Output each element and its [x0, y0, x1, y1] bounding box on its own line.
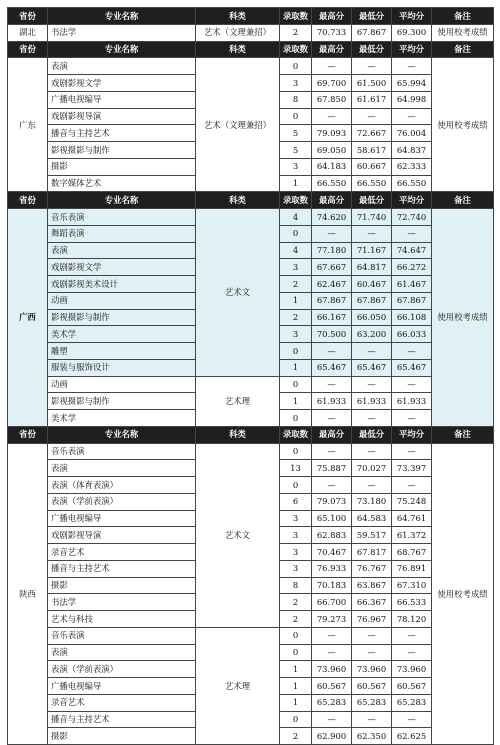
max-score: 67.667	[312, 259, 352, 276]
avg-score: 76.891	[392, 560, 432, 577]
max-score: 70.183	[312, 577, 352, 594]
major-name: 美术学	[48, 410, 196, 427]
max-score: 61.933	[312, 393, 352, 410]
avg-score: 61.933	[392, 393, 432, 410]
min-score: 62.350	[352, 728, 392, 745]
avg-score: 61.467	[392, 276, 432, 293]
header-province: 省份	[8, 192, 48, 209]
max-score: 65.283	[312, 694, 352, 711]
major-name: 雕塑	[48, 343, 196, 360]
header-count: 录取数	[280, 192, 312, 209]
min-score: 76.967	[352, 611, 392, 628]
avg-score: 62.625	[392, 728, 432, 745]
max-score: 62.467	[312, 276, 352, 293]
admit-count: 3	[280, 527, 312, 544]
min-score: 66.550	[352, 175, 392, 192]
major-name: 书法学	[48, 24, 196, 41]
avg-score: 78.120	[392, 611, 432, 628]
min-score: 73.180	[352, 493, 392, 510]
admit-count: 3	[280, 259, 312, 276]
min-score: 67.867	[352, 292, 392, 309]
header-major: 专业名称	[48, 41, 196, 58]
major-name: 广播电视编导	[48, 510, 196, 527]
major-name: 表演	[48, 460, 196, 477]
shaanxi-row	[8, 443, 494, 460]
max-score: 67.850	[312, 91, 352, 108]
major-name: 播音与主持艺术	[48, 125, 196, 142]
header-note: 备注	[432, 8, 494, 25]
major-name: 摄影	[48, 577, 196, 594]
header-avg: 平均分	[392, 41, 432, 58]
max-score: —	[312, 58, 352, 75]
major-name: 戏剧影视文学	[48, 75, 196, 92]
avg-score: —	[392, 627, 432, 644]
max-score: 75.887	[312, 460, 352, 477]
header-major: 专业名称	[48, 426, 196, 443]
province-cell: 陕西	[8, 443, 48, 745]
max-score: —	[312, 644, 352, 661]
admit-count: 2	[280, 728, 312, 745]
header-max: 最高分	[312, 41, 352, 58]
max-score: —	[312, 108, 352, 125]
max-score: 79.273	[312, 611, 352, 628]
note-cell: 使用校考成绩	[432, 209, 494, 427]
header-category: 科类	[196, 41, 280, 58]
header-note: 备注	[432, 41, 494, 58]
major-name: 美术学	[48, 326, 196, 343]
max-score: 67.867	[312, 292, 352, 309]
min-score: 73.960	[352, 661, 392, 678]
header-min: 最低分	[352, 8, 392, 25]
header-count: 录取数	[280, 41, 312, 58]
min-score: 71.167	[352, 242, 392, 259]
max-score: —	[312, 627, 352, 644]
min-score: 66.050	[352, 309, 392, 326]
min-score: 72.667	[352, 125, 392, 142]
admit-count: 4	[280, 242, 312, 259]
header-row	[8, 426, 494, 443]
header-min: 最低分	[352, 426, 392, 443]
avg-score: —	[392, 58, 432, 75]
guangxi-row	[8, 376, 494, 393]
major-name: 服装与服饰设计	[48, 359, 196, 376]
avg-score: 64.837	[392, 142, 432, 159]
min-score: —	[352, 711, 392, 728]
major-name: 录音艺术	[48, 694, 196, 711]
header-min: 最低分	[352, 41, 392, 58]
min-score: —	[352, 410, 392, 427]
province-cell: 广西	[8, 209, 48, 427]
avg-score: 66.533	[392, 594, 432, 611]
avg-score: 65.994	[392, 75, 432, 92]
avg-score: 74.647	[392, 242, 432, 259]
major-name: 广播电视编导	[48, 678, 196, 695]
avg-score: 76.004	[392, 125, 432, 142]
max-score: 66.550	[312, 175, 352, 192]
note-cell: 使用校考成绩	[432, 58, 494, 192]
max-score: 62.900	[312, 728, 352, 745]
header-province: 省份	[8, 426, 48, 443]
note-cell: 使用校考成绩	[432, 443, 494, 745]
major-name: 录音艺术	[48, 544, 196, 561]
major-name: 表演	[48, 242, 196, 259]
min-score: —	[352, 376, 392, 393]
max-score: 62.883	[312, 527, 352, 544]
avg-score: —	[392, 711, 432, 728]
admit-count: 0	[280, 58, 312, 75]
min-score: 61.617	[352, 91, 392, 108]
max-score: 65.100	[312, 510, 352, 527]
max-score: —	[312, 477, 352, 494]
avg-score: 69.300	[392, 24, 432, 41]
max-score: 70.733	[312, 24, 352, 41]
max-score: —	[312, 711, 352, 728]
header-avg: 平均分	[392, 192, 432, 209]
header-max: 最高分	[312, 8, 352, 25]
min-score: 66.367	[352, 594, 392, 611]
category-cell: 艺术文	[196, 209, 280, 377]
avg-score: 64.998	[392, 91, 432, 108]
admit-count: 1	[280, 678, 312, 695]
max-score: 69.050	[312, 142, 352, 159]
min-score: 60.667	[352, 158, 392, 175]
major-name: 影视摄影与制作	[48, 393, 196, 410]
avg-score: 73.960	[392, 661, 432, 678]
admit-count: 0	[280, 108, 312, 125]
avg-score: —	[392, 343, 432, 360]
major-name: 音乐表演	[48, 627, 196, 644]
header-category: 科类	[196, 426, 280, 443]
max-score: 73.960	[312, 661, 352, 678]
max-score: —	[312, 410, 352, 427]
min-score: —	[352, 644, 392, 661]
min-score: 60.467	[352, 276, 392, 293]
admit-count: 2	[280, 594, 312, 611]
min-score: 64.817	[352, 259, 392, 276]
header-count: 录取数	[280, 426, 312, 443]
max-score: —	[312, 343, 352, 360]
major-name: 影视摄影与制作	[48, 309, 196, 326]
major-name: 摄影	[48, 158, 196, 175]
avg-score: 75.248	[392, 493, 432, 510]
min-score: 65.467	[352, 359, 392, 376]
major-name: 艺术与科技	[48, 611, 196, 628]
min-score: —	[352, 225, 392, 242]
category-cell: 艺术文	[196, 443, 280, 627]
admit-count: 1	[280, 393, 312, 410]
avg-score: 67.310	[392, 577, 432, 594]
major-name: 戏剧影视美术设计	[48, 276, 196, 293]
min-score: 59.517	[352, 527, 392, 544]
header-major: 专业名称	[48, 192, 196, 209]
admit-count: 0	[280, 477, 312, 494]
max-score: 65.467	[312, 359, 352, 376]
admit-count: 1	[280, 175, 312, 192]
max-score: —	[312, 376, 352, 393]
major-name: 数字媒体艺术	[48, 175, 196, 192]
min-score: 58.617	[352, 142, 392, 159]
min-score: 61.500	[352, 75, 392, 92]
category-cell: 艺术（文理兼招）	[196, 58, 280, 192]
header-min: 最低分	[352, 192, 392, 209]
min-score: 60.567	[352, 678, 392, 695]
admit-count: 0	[280, 376, 312, 393]
avg-score: 73.397	[392, 460, 432, 477]
header-category: 科类	[196, 192, 280, 209]
major-name: 音乐表演	[48, 209, 196, 226]
admit-count: 0	[280, 343, 312, 360]
avg-score: 62.333	[392, 158, 432, 175]
max-score: 79.073	[312, 493, 352, 510]
major-name: 播音与主持艺术	[48, 560, 196, 577]
avg-score: 68.767	[392, 544, 432, 561]
major-name: 影视摄影与制作	[48, 142, 196, 159]
admit-count: 2	[280, 24, 312, 41]
hubei-row	[8, 24, 494, 41]
max-score: 77.180	[312, 242, 352, 259]
admit-count: 0	[280, 410, 312, 427]
admit-count: 3	[280, 560, 312, 577]
admit-count: 0	[280, 225, 312, 242]
admit-count: 1	[280, 694, 312, 711]
major-name: 戏剧影视导演	[48, 527, 196, 544]
min-score: 76.767	[352, 560, 392, 577]
admit-count: 8	[280, 91, 312, 108]
admit-count: 0	[280, 443, 312, 460]
major-name: 音乐表演	[48, 443, 196, 460]
header-row	[8, 41, 494, 58]
max-score: 70.500	[312, 326, 352, 343]
admit-count: 3	[280, 75, 312, 92]
header-count: 录取数	[280, 8, 312, 25]
max-score: 66.700	[312, 594, 352, 611]
province-cell: 湖北	[8, 24, 48, 41]
header-major: 专业名称	[48, 8, 196, 25]
admit-count: 1	[280, 292, 312, 309]
header-avg: 平均分	[392, 426, 432, 443]
min-score: 65.283	[352, 694, 392, 711]
guangdong-row	[8, 58, 494, 75]
admit-count: 4	[280, 209, 312, 226]
major-name: 表演	[48, 58, 196, 75]
category-cell: 艺术（文理兼招）	[196, 24, 280, 41]
major-name: 摄影	[48, 728, 196, 745]
admit-count: 3	[280, 326, 312, 343]
header-category: 科类	[196, 8, 280, 25]
admit-count: 2	[280, 309, 312, 326]
admission-scores-table	[7, 7, 494, 745]
major-name: 广播电视编导	[48, 91, 196, 108]
admit-count: 0	[280, 627, 312, 644]
header-province: 省份	[8, 41, 48, 58]
min-score: 61.933	[352, 393, 392, 410]
admit-count: 13	[280, 460, 312, 477]
min-score: 70.027	[352, 460, 392, 477]
header-note: 备注	[432, 192, 494, 209]
major-name: 播音与主持艺术	[48, 711, 196, 728]
max-score: 79.093	[312, 125, 352, 142]
max-score: —	[312, 443, 352, 460]
avg-score: 60.567	[392, 678, 432, 695]
major-name: 戏剧影视导演	[48, 108, 196, 125]
avg-score: —	[392, 477, 432, 494]
admit-count: 2	[280, 276, 312, 293]
max-score: 70.467	[312, 544, 352, 561]
avg-score: —	[392, 410, 432, 427]
min-score: —	[352, 443, 392, 460]
avg-score: 66.108	[392, 309, 432, 326]
note-cell: 使用校考成绩	[432, 24, 494, 41]
max-score: 69.700	[312, 75, 352, 92]
min-score: 63.867	[352, 577, 392, 594]
min-score: 67.867	[352, 24, 392, 41]
min-score: —	[352, 477, 392, 494]
avg-score: —	[392, 443, 432, 460]
admit-count: 1	[280, 661, 312, 678]
max-score: 66.167	[312, 309, 352, 326]
max-score: —	[312, 225, 352, 242]
min-score: 64.583	[352, 510, 392, 527]
header-note: 备注	[432, 426, 494, 443]
admit-count: 1	[280, 359, 312, 376]
avg-score: 65.467	[392, 359, 432, 376]
avg-score: 61.372	[392, 527, 432, 544]
header-avg: 平均分	[392, 8, 432, 25]
major-name: 书法学	[48, 594, 196, 611]
admit-count: 8	[280, 577, 312, 594]
admit-count: 3	[280, 510, 312, 527]
header-max: 最高分	[312, 426, 352, 443]
header-row	[8, 8, 494, 25]
min-score: —	[352, 343, 392, 360]
min-score: 71.740	[352, 209, 392, 226]
guangxi-row	[8, 209, 494, 226]
major-name: 表演	[48, 644, 196, 661]
max-score: 60.567	[312, 678, 352, 695]
admit-count: 5	[280, 142, 312, 159]
max-score: 64.183	[312, 158, 352, 175]
major-name: 表演（体育表演）	[48, 477, 196, 494]
province-cell: 广东	[8, 58, 48, 192]
major-name: 舞蹈表演	[48, 225, 196, 242]
major-name: 表演（学前表演）	[48, 493, 196, 510]
avg-score: —	[392, 644, 432, 661]
min-score: —	[352, 108, 392, 125]
major-name: 表演（学前表演）	[48, 661, 196, 678]
avg-score: 66.272	[392, 259, 432, 276]
major-name: 动画	[48, 292, 196, 309]
min-score: —	[352, 627, 392, 644]
avg-score: 67.867	[392, 292, 432, 309]
max-score: 76.933	[312, 560, 352, 577]
shaanxi-row	[8, 627, 494, 644]
admit-count: 3	[280, 544, 312, 561]
avg-score: —	[392, 376, 432, 393]
admit-count: 2	[280, 611, 312, 628]
avg-score: —	[392, 108, 432, 125]
avg-score: —	[392, 225, 432, 242]
min-score: 67.817	[352, 544, 392, 561]
admit-count: 0	[280, 711, 312, 728]
admit-count: 0	[280, 644, 312, 661]
admit-count: 3	[280, 158, 312, 175]
admit-count: 6	[280, 493, 312, 510]
header-province: 省份	[8, 8, 48, 25]
min-score: —	[352, 58, 392, 75]
avg-score: 65.283	[392, 694, 432, 711]
major-name: 动画	[48, 376, 196, 393]
category-cell: 艺术理	[196, 376, 280, 426]
min-score: 63.200	[352, 326, 392, 343]
avg-score: 72.740	[392, 209, 432, 226]
major-name: 戏剧影视文学	[48, 259, 196, 276]
admit-count: 5	[280, 125, 312, 142]
header-row	[8, 192, 494, 209]
header-max: 最高分	[312, 192, 352, 209]
category-cell: 艺术理	[196, 627, 280, 744]
avg-score: 66.550	[392, 175, 432, 192]
avg-score: 66.033	[392, 326, 432, 343]
max-score: 74.620	[312, 209, 352, 226]
avg-score: 64.761	[392, 510, 432, 527]
